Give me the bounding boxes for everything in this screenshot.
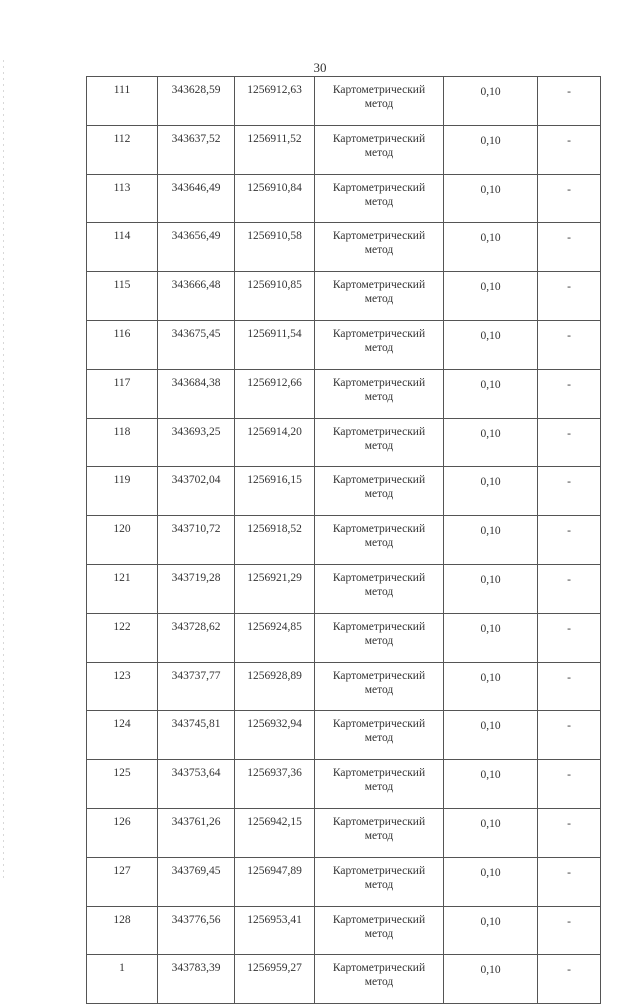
accuracy-cell: 0,10 [444, 613, 538, 662]
table-row [87, 369, 601, 418]
x-coordinate-cell: 343666,48 [158, 272, 235, 321]
point-number-cell: 123 [87, 662, 158, 711]
method-cell [315, 418, 444, 467]
method-line-2: метод [364, 293, 394, 306]
table-row [87, 418, 601, 467]
coordinates-table-body [87, 77, 601, 1004]
method-line-1: Картометрический [332, 669, 426, 682]
accuracy-cell: 0,10 [444, 369, 538, 418]
point-number-cell: 126 [87, 808, 158, 857]
method-line-1: Картометрический [332, 864, 426, 877]
x-coordinate-cell: 343783,39 [158, 955, 235, 1004]
method-line-2: метод [364, 244, 394, 257]
point-number-cell: 125 [87, 760, 158, 809]
accuracy-cell: 0,10 [444, 711, 538, 760]
method-line-2: метод [364, 585, 394, 598]
y-coordinate-cell: 1256953,41 [235, 906, 315, 955]
point-number-cell: 116 [87, 320, 158, 369]
description-cell: - [538, 77, 601, 126]
method-line-1: Картометрический [332, 523, 426, 536]
description-cell: - [538, 760, 601, 809]
table-row [87, 516, 601, 565]
y-coordinate-cell: 1256911,52 [235, 125, 315, 174]
point-number-cell: 115 [87, 272, 158, 321]
point-number-cell: 127 [87, 857, 158, 906]
accuracy-cell: 0,10 [444, 955, 538, 1004]
method-line-2: метод [364, 439, 394, 452]
y-coordinate-cell: 1256918,52 [235, 516, 315, 565]
method-cell [315, 223, 444, 272]
table-row [87, 174, 601, 223]
accuracy-cell: 0,10 [444, 857, 538, 906]
method-cell [315, 467, 444, 516]
point-number-cell: 121 [87, 564, 158, 613]
x-coordinate-cell: 343719,28 [158, 564, 235, 613]
point-number-cell: 122 [87, 613, 158, 662]
description-cell: - [538, 955, 601, 1004]
method-line-2: метод [364, 537, 394, 550]
description-cell: - [538, 613, 601, 662]
table-row [87, 467, 601, 516]
method-cell [315, 272, 444, 321]
table-row [87, 613, 601, 662]
method-line-2: метод [364, 976, 394, 989]
method-cell [315, 174, 444, 223]
y-coordinate-cell: 1256911,54 [235, 320, 315, 369]
method-line-1: Картометрический [332, 376, 426, 389]
x-coordinate-cell: 343693,25 [158, 418, 235, 467]
accuracy-cell: 0,10 [444, 662, 538, 711]
method-line-2: метод [364, 341, 394, 354]
method-line-2: метод [364, 927, 394, 940]
point-number-cell: 113 [87, 174, 158, 223]
y-coordinate-cell: 1256910,84 [235, 174, 315, 223]
method-line-1: Картометрический [332, 230, 426, 243]
x-coordinate-cell: 343769,45 [158, 857, 235, 906]
y-coordinate-cell: 1256921,29 [235, 564, 315, 613]
scan-edge-mark [3, 60, 4, 880]
method-line-2: метод [364, 781, 394, 794]
table-row [87, 662, 601, 711]
method-line-2: метод [364, 634, 394, 647]
x-coordinate-cell: 343646,49 [158, 174, 235, 223]
table-row [87, 77, 601, 126]
description-cell: - [538, 857, 601, 906]
point-number-cell: 118 [87, 418, 158, 467]
description-cell: - [538, 223, 601, 272]
y-coordinate-cell: 1256916,15 [235, 467, 315, 516]
description-cell: - [538, 369, 601, 418]
y-coordinate-cell: 1256942,15 [235, 808, 315, 857]
table-row [87, 320, 601, 369]
accuracy-cell: 0,10 [444, 272, 538, 321]
accuracy-cell: 0,10 [444, 516, 538, 565]
method-cell [315, 516, 444, 565]
x-coordinate-cell: 343737,77 [158, 662, 235, 711]
method-line-2: метод [364, 195, 394, 208]
method-line-1: Картометрический [332, 718, 426, 731]
method-line-1: Картометрический [332, 620, 426, 633]
description-cell: - [538, 272, 601, 321]
y-coordinate-cell: 1256910,58 [235, 223, 315, 272]
table-row [87, 711, 601, 760]
accuracy-cell: 0,10 [444, 223, 538, 272]
y-coordinate-cell: 1256959,27 [235, 955, 315, 1004]
method-line-2: метод [364, 390, 394, 403]
description-cell: - [538, 174, 601, 223]
y-coordinate-cell: 1256912,66 [235, 369, 315, 418]
accuracy-cell: 0,10 [444, 125, 538, 174]
accuracy-cell: 0,10 [444, 906, 538, 955]
accuracy-cell: 0,10 [444, 467, 538, 516]
coordinates-table-container [86, 76, 594, 1004]
description-cell: - [538, 662, 601, 711]
method-line-2: метод [364, 98, 394, 110]
x-coordinate-cell: 343753,64 [158, 760, 235, 809]
table-row [87, 760, 601, 809]
point-number-cell: 128 [87, 906, 158, 955]
accuracy-cell: 0,10 [444, 77, 538, 126]
y-coordinate-cell: 1256912,63 [235, 77, 315, 126]
method-cell [315, 906, 444, 955]
x-coordinate-cell: 343637,52 [158, 125, 235, 174]
method-line-2: метод [364, 829, 394, 842]
method-line-1: Картометрический [332, 474, 426, 487]
x-coordinate-cell: 343702,04 [158, 467, 235, 516]
method-cell [315, 613, 444, 662]
method-line-2: метод [364, 488, 394, 501]
accuracy-cell: 0,10 [444, 564, 538, 613]
accuracy-cell: 0,10 [444, 174, 538, 223]
method-cell [315, 564, 444, 613]
table-row [87, 857, 601, 906]
x-coordinate-cell: 343776,56 [158, 906, 235, 955]
table-row [87, 272, 601, 321]
method-line-1: Картометрический [332, 132, 426, 145]
accuracy-cell: 0,10 [444, 320, 538, 369]
point-number-cell: 112 [87, 125, 158, 174]
accuracy-cell: 0,10 [444, 760, 538, 809]
x-coordinate-cell: 343710,72 [158, 516, 235, 565]
page-number: 30 [313, 60, 327, 75]
y-coordinate-cell: 1256924,85 [235, 613, 315, 662]
table-row [87, 808, 601, 857]
point-number-cell: 120 [87, 516, 158, 565]
method-cell [315, 711, 444, 760]
description-cell: - [538, 320, 601, 369]
point-number-cell: 114 [87, 223, 158, 272]
point-number-cell: 1 [87, 955, 158, 1004]
method-line-2: метод [364, 878, 394, 891]
method-cell [315, 760, 444, 809]
x-coordinate-cell: 343728,62 [158, 613, 235, 662]
coordinates-table [86, 76, 601, 1004]
method-cell [315, 857, 444, 906]
point-number-cell: 119 [87, 467, 158, 516]
table-row [87, 223, 601, 272]
description-cell: - [538, 516, 601, 565]
description-cell: - [538, 418, 601, 467]
x-coordinate-cell: 343761,26 [158, 808, 235, 857]
description-cell: - [538, 808, 601, 857]
y-coordinate-cell: 1256914,20 [235, 418, 315, 467]
method-line-1: Картометрический [332, 84, 426, 96]
x-coordinate-cell: 343656,49 [158, 223, 235, 272]
description-cell: - [538, 711, 601, 760]
method-cell [315, 125, 444, 174]
y-coordinate-cell: 1256947,89 [235, 857, 315, 906]
x-coordinate-cell: 343628,59 [158, 77, 235, 126]
table-row [87, 955, 601, 1004]
x-coordinate-cell: 343675,45 [158, 320, 235, 369]
point-number-cell: 111 [87, 77, 158, 126]
y-coordinate-cell: 1256937,36 [235, 760, 315, 809]
method-cell [315, 808, 444, 857]
method-cell [315, 320, 444, 369]
x-coordinate-cell: 343684,38 [158, 369, 235, 418]
method-line-1: Картометрический [332, 767, 426, 780]
method-line-2: метод [364, 146, 394, 159]
y-coordinate-cell: 1256932,94 [235, 711, 315, 760]
description-cell: - [538, 125, 601, 174]
method-cell [315, 369, 444, 418]
method-line-1: Картометрический [332, 181, 426, 194]
table-row [87, 564, 601, 613]
method-line-1: Картометрический [332, 279, 426, 292]
y-coordinate-cell: 1256910,85 [235, 272, 315, 321]
method-line-1: Картометрический [332, 913, 426, 926]
method-cell [315, 662, 444, 711]
y-coordinate-cell: 1256928,89 [235, 662, 315, 711]
point-number-cell: 124 [87, 711, 158, 760]
method-line-1: Картометрический [332, 815, 426, 828]
method-line-1: Картометрический [332, 962, 426, 975]
method-line-1: Картометрический [332, 425, 426, 438]
accuracy-cell: 0,10 [444, 418, 538, 467]
point-number-cell: 117 [87, 369, 158, 418]
table-row [87, 125, 601, 174]
method-line-2: метод [364, 732, 394, 745]
method-line-2: метод [364, 683, 394, 696]
method-cell [315, 77, 444, 126]
description-cell: - [538, 467, 601, 516]
x-coordinate-cell: 343745,81 [158, 711, 235, 760]
table-row [87, 906, 601, 955]
description-cell: - [538, 564, 601, 613]
method-line-1: Картометрический [332, 571, 426, 584]
description-cell: - [538, 906, 601, 955]
accuracy-cell: 0,10 [444, 808, 538, 857]
method-cell [315, 955, 444, 1004]
method-line-1: Картометрический [332, 327, 426, 340]
